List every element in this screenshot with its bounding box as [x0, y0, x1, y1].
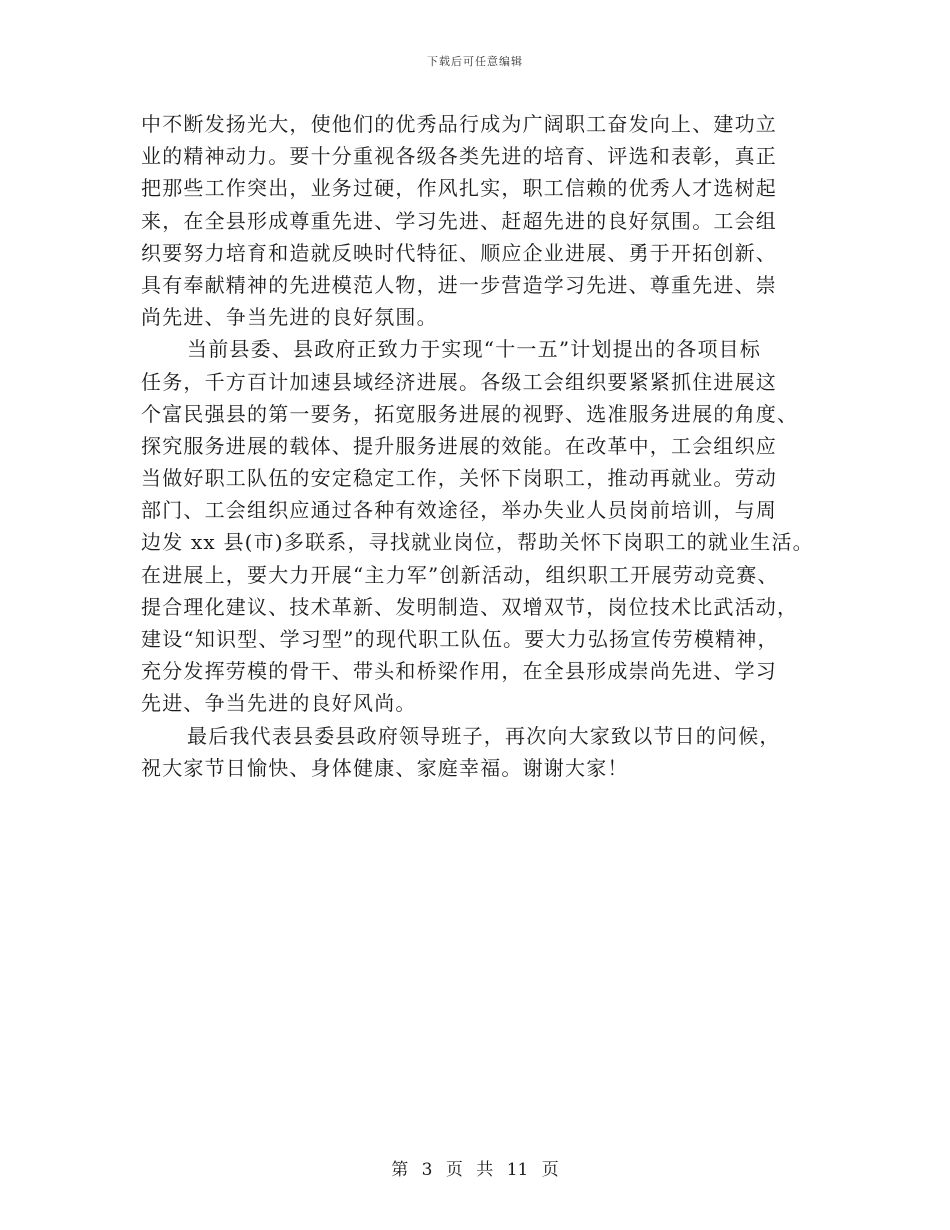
- text-line: 探究服务进展的载体、提升服务进展的效能。在改革中，工会组织应: [141, 433, 777, 458]
- paragraph-start-line: 最后我代表县委县政府领导班子，再次向大家致以节日的问候，: [187, 723, 781, 748]
- text-line: 来，在全县形成尊重先进、学习先进、赶超先进的良好氛围。工会组: [141, 208, 777, 233]
- total-page-count: 11: [506, 1160, 529, 1180]
- text-line: 祝大家节日愉快、身体健康、家庭幸福。谢谢大家！: [141, 755, 629, 780]
- page-number-middle: 页: [445, 1160, 463, 1180]
- text-line: 先进、争当先进的良好风尚。: [141, 691, 417, 716]
- text-line: 业的精神动力。要十分重视各级各类先进的培育、评选和表彰，真正: [141, 144, 777, 169]
- text-line: 在进展上，要大力开展“主力军”创新活动，组织职工开展劳动竞赛、: [141, 562, 779, 587]
- text-line: 建设“知识型、学习型”的现代职工队伍。要大力弘扬宣传劳模精神，: [141, 627, 779, 651]
- text-line: 中不断发扬光大，使他们的优秀品行成为广阔职工奋发向上、建功立: [141, 112, 777, 136]
- current-page-number: 3: [421, 1160, 433, 1180]
- page-header: 下载后可任意编辑: [427, 55, 523, 68]
- text-line: 部门、工会组织应通过各种有效途径，举办失业人员岗前培训，与周: [141, 498, 777, 523]
- text-line: 个富民强县的第一要务，拓宽服务进展的视野、选准服务进展的角度、: [141, 401, 799, 426]
- text-line: 提合理化建议、技术革新、发明制造、双增双节，岗位技术比武活动，: [141, 594, 799, 619]
- text-line: 充分发挥劳模的骨干、带头和桥梁作用，在全县形成崇尚先进、学习: [141, 659, 777, 684]
- text-line: 织要努力培育和造就反映时代特征、顺应企业进展、勇于开拓创新、: [141, 240, 777, 265]
- text-line: 边发 xx 县(市)多联系，寻找就业岗位，帮助关怀下岗职工的就业生活。: [141, 530, 814, 555]
- page-footer: [0, 1155, 950, 1180]
- page-number-prefix: 第: [391, 1160, 409, 1180]
- paragraph-start-line: 当前县委、县政府正致力于实现“十一五”计划提出的各项目标: [187, 337, 762, 362]
- total-label: 共: [476, 1160, 494, 1180]
- text-line: 任务，千方百计加速县域经济进展。各级工会组织要紧紧抓住进展这: [141, 369, 777, 394]
- page-number-suffix: 页: [541, 1160, 559, 1180]
- body-text: [141, 108, 814, 784]
- text-line: 把那些工作突出，业务过硬，作风扎实，职工信赖的优秀人才选树起: [141, 176, 777, 201]
- text-line: 尚先进、争当先进的良好氛围。: [141, 305, 438, 330]
- text-line: 具有奉献精神的先进模范人物，进一步营造学习先进、尊重先进、崇: [141, 272, 777, 297]
- text-line: 当做好职工队伍的安定稳定工作，关怀下岗职工，推动再就业。劳动: [141, 466, 777, 491]
